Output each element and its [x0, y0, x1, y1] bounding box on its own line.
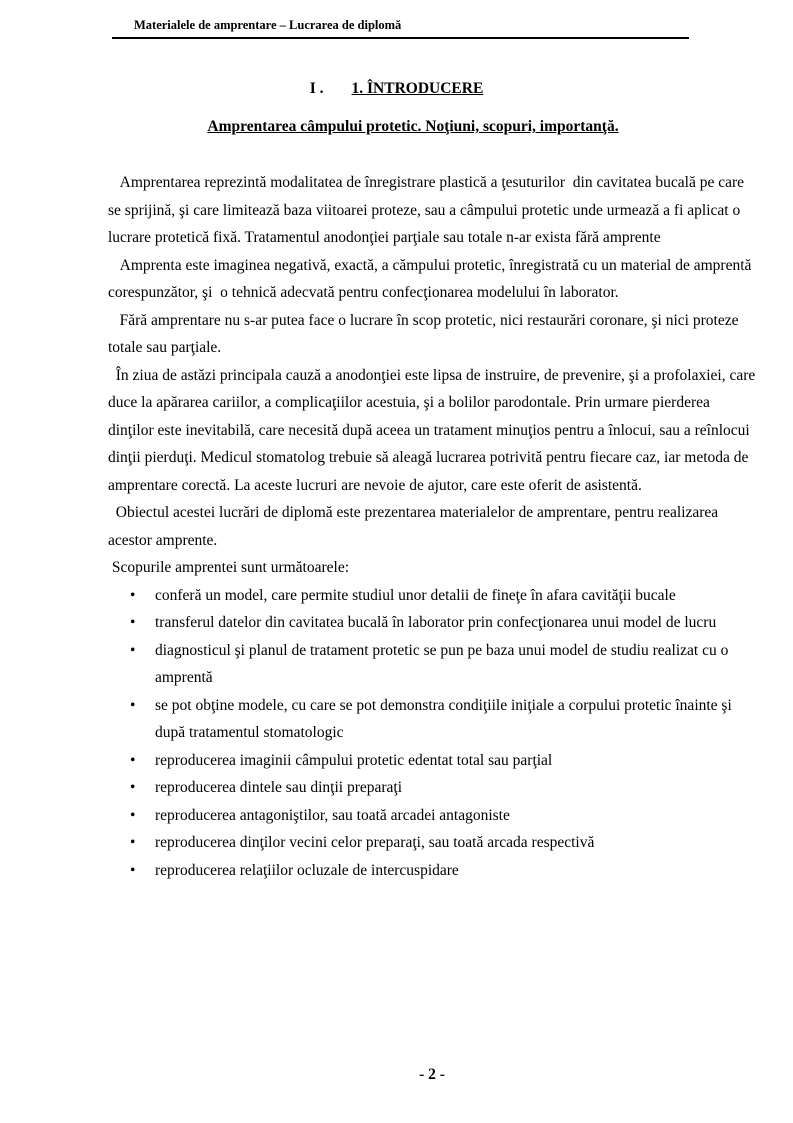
- list-item-text: reproducerea imaginii câmpului protetic edentat total sau parţial: [155, 751, 553, 769]
- chapter-heading: [0, 80, 793, 98]
- list-item-text: reproducerea dinţilor vecini celor preparaţi, sau toată arcada respectivă: [155, 834, 595, 851]
- list-item: [108, 829, 756, 857]
- list-item: [108, 747, 756, 775]
- bullet-icon: •: [130, 696, 136, 714]
- page-number: - 2 -: [419, 1066, 445, 1083]
- header-rule: [112, 37, 689, 39]
- bullet-icon: •: [130, 586, 136, 604]
- paragraph: Scopurile amprentei sunt următoarele:: [108, 559, 350, 576]
- bullet-icon: •: [130, 779, 136, 796]
- list-item-text: se pot obţine modele, cu care se pot demonstra condiţiile iniţiale a corpului protetic înainte şi după tratamentul stomatologic: [155, 696, 732, 741]
- list-item-text: transferul datelor din cavitatea bucală în laborator prin confecţionarea unui model de lucru: [155, 614, 717, 631]
- list-item: [108, 637, 756, 692]
- bullet-icon: •: [130, 834, 136, 851]
- chapter-number: I .: [309, 80, 324, 97]
- list-item: [108, 857, 756, 885]
- bullet-icon: •: [130, 614, 136, 631]
- paragraph: În ziua de astăzi principala cauză a anodonţiei este lipsa de instruire, de prevenire, şi a profolaxiei, care duce la apărarea cariilor, a complicaţiilor acestuia, şi a bolilor parodontale. Prin urmare pierderea dinţilor este inevitabilă, care necesită după aceea un tratament minuţios pentru a înlocui, sau a reînlocui dinţii pierduţi. Medicul stomatolog trebuie să aleagă lucrarea potrivită pentru fiecare caz, iar metoda de amprentare corectă. La aceste lucruri are nevoie de ajutor, care este oferit de asistentă.: [108, 366, 760, 494]
- bullet-icon: •: [130, 861, 136, 879]
- list-item: [108, 802, 756, 830]
- list-item-text: conferă un model, care permite studiul unor detalii de fineţe în afara cavităţii bucale: [155, 586, 676, 604]
- running-header: Materialele de amprentare – Lucrarea de diplomă: [134, 18, 402, 32]
- paragraph: Fără amprentare nu s-ar putea face o lucrare în scop protetic, nici restaurări coronare, şi nici proteze totale sau parţiale.: [108, 311, 743, 356]
- list-item-text: reproducerea antagoniştilor, sau toată arcadei antagoniste: [155, 806, 510, 824]
- list-item-text: reproducerea dintele sau dinţii preparaţi: [155, 779, 403, 796]
- list-item: [108, 609, 756, 637]
- aims-list: [108, 582, 756, 885]
- paragraph: Obiectul acestei lucrări de diplomă este prezentarea materialelor de amprentare, pentru realizarea acestor amprente.: [108, 504, 723, 549]
- paragraph: Amprenta este imaginea negativă, exactă, a cămpului protetic, înregistrată cu un material de amprentă corespunzător, şi o tehnică adecvată pentru confecţionarea modelului în laborator.: [108, 256, 756, 301]
- paragraph: Amprentarea reprezintă modalitatea de înregistrare plastică a ţesuturilor din cavitatea bucală pe care se sprijină, şi care limitează baza viitoarei proteze, sau a câmpului protetic unde urmează a fi aplicat o lucrare protetică fixă. Tratamentul anodonţiei parţiale sau totale n-ar exista fără amprente: [108, 174, 748, 246]
- list-item: [108, 692, 756, 747]
- chapter-title: 1. ÎNTRODUCERE: [351, 80, 484, 97]
- section-heading: Amprentarea câmpului protetic. Noţiuni, scopuri, importanţă.: [207, 118, 619, 135]
- list-item: [108, 582, 756, 610]
- bullet-icon: •: [130, 641, 136, 659]
- list-item-text: reproducerea relaţiilor ocluzale de intercuspidare: [155, 861, 459, 879]
- bullet-icon: •: [130, 806, 136, 824]
- list-item: [108, 774, 756, 802]
- body-text: [108, 169, 760, 884]
- bullet-icon: •: [130, 751, 136, 769]
- list-item-text: diagnosticul şi planul de tratament protetic se pun pe baza unui model de studiu realizat cu o amprentă: [155, 641, 729, 686]
